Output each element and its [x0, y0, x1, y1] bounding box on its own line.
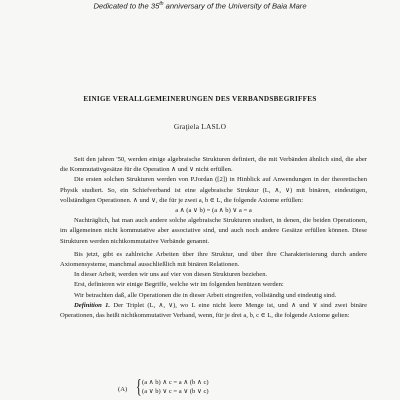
- paragraph-definition-1: [60, 301, 367, 321]
- paragraph-jordan: Die ersten solchen Strukturen werden von P.Jordan ([2]) in Hinblick auf Anwendungen in der theoretischen Physik studiert. So, ein Schiefverband ist eine algebraische Struktur (L, ∧, ∨) mit binären, eindeutigen, vollständigen Operationen. ∧ und ∨, die für je zwei a, b ∈ L, die folgende Axiome erfüllen:: [60, 176, 367, 204]
- axiom-rows: [142, 378, 209, 396]
- paragraph-operations: Wir betrachten daß, alle Operationen die in dieser Arbeit eingreifen, vollständig und eindeutig sind.: [74, 291, 337, 299]
- definition-text: Der Triplet (L, ∧, ∨), wo L eine nicht leere Menge ist, und ∧ und ∨ sind zwei binäre Operationen, das heißt nichtkommutativer Verband, wenn, für je drei a, b, c ∈ L, die folgende Axiome gelten:: [60, 301, 368, 320]
- dedication-text-post: anniversary of the University of Baia Mare: [163, 1, 307, 11]
- dedication-header: [0, 0, 400, 11]
- paper-title: EINIGE VERALLGEMEINERUNGEN DES VERBANDSBEGRIFFES: [83, 95, 317, 103]
- formula-absorption: a ∧ (a ∨ b) = (a ∧ b) ∨ a = a: [175, 207, 252, 215]
- axiom-line-1: (a ∧ b) ∧ c = a ∧ (b ∧ c): [142, 379, 209, 386]
- paper-body: [60, 155, 367, 321]
- dedication-text-pre: Dedicated to the 35: [93, 1, 160, 11]
- paragraph-works: Bis jetzt, gibt es zahlreiche Arbeiten über ihre Struktur, und über ihre Charakterisierung durch andere Axiomensysteme, manchmal ausschließlich mit binären Relationen.: [60, 250, 367, 269]
- paper-author: Graţiela LASLO: [173, 122, 227, 131]
- definition-label: Definition 1.: [74, 301, 111, 309]
- paragraph-define: Erst, definieren wir einige Begriffe, welche wir im folgenden benützen werden:: [74, 281, 284, 289]
- paragraph-four-structures: In dieser Arbeit, werden wir uns auf vier von diesen Strukturen beziehen.: [74, 271, 268, 279]
- paragraph-intro: Seit den jahren '50, werden einige algebraische Strukturen definiert, die mit Verbänden ähnlich sind, die aber die Kommutativgesätze für die Operation ∧ und ∨ nicht erfüllen.: [60, 156, 367, 174]
- axiom-label: (A): [118, 386, 128, 393]
- dedication-superscript: th: [159, 1, 164, 7]
- axiom-line-2: (a ∨ b) ∨ c = a ∨ (b ∨ c): [142, 388, 209, 395]
- paragraph-noncommutative: Nachträglich, hat man auch andere solche algebraische Strukturen studiert, in denen, die beiden Operationen, im allgemeinen nicht kommutative aber associative sind, und auch noch andere Gesätze erfüllen können. Diese Strukturen werden nichtkommutative Verbände genannt.: [60, 217, 367, 245]
- brace-symbol: {: [135, 376, 142, 398]
